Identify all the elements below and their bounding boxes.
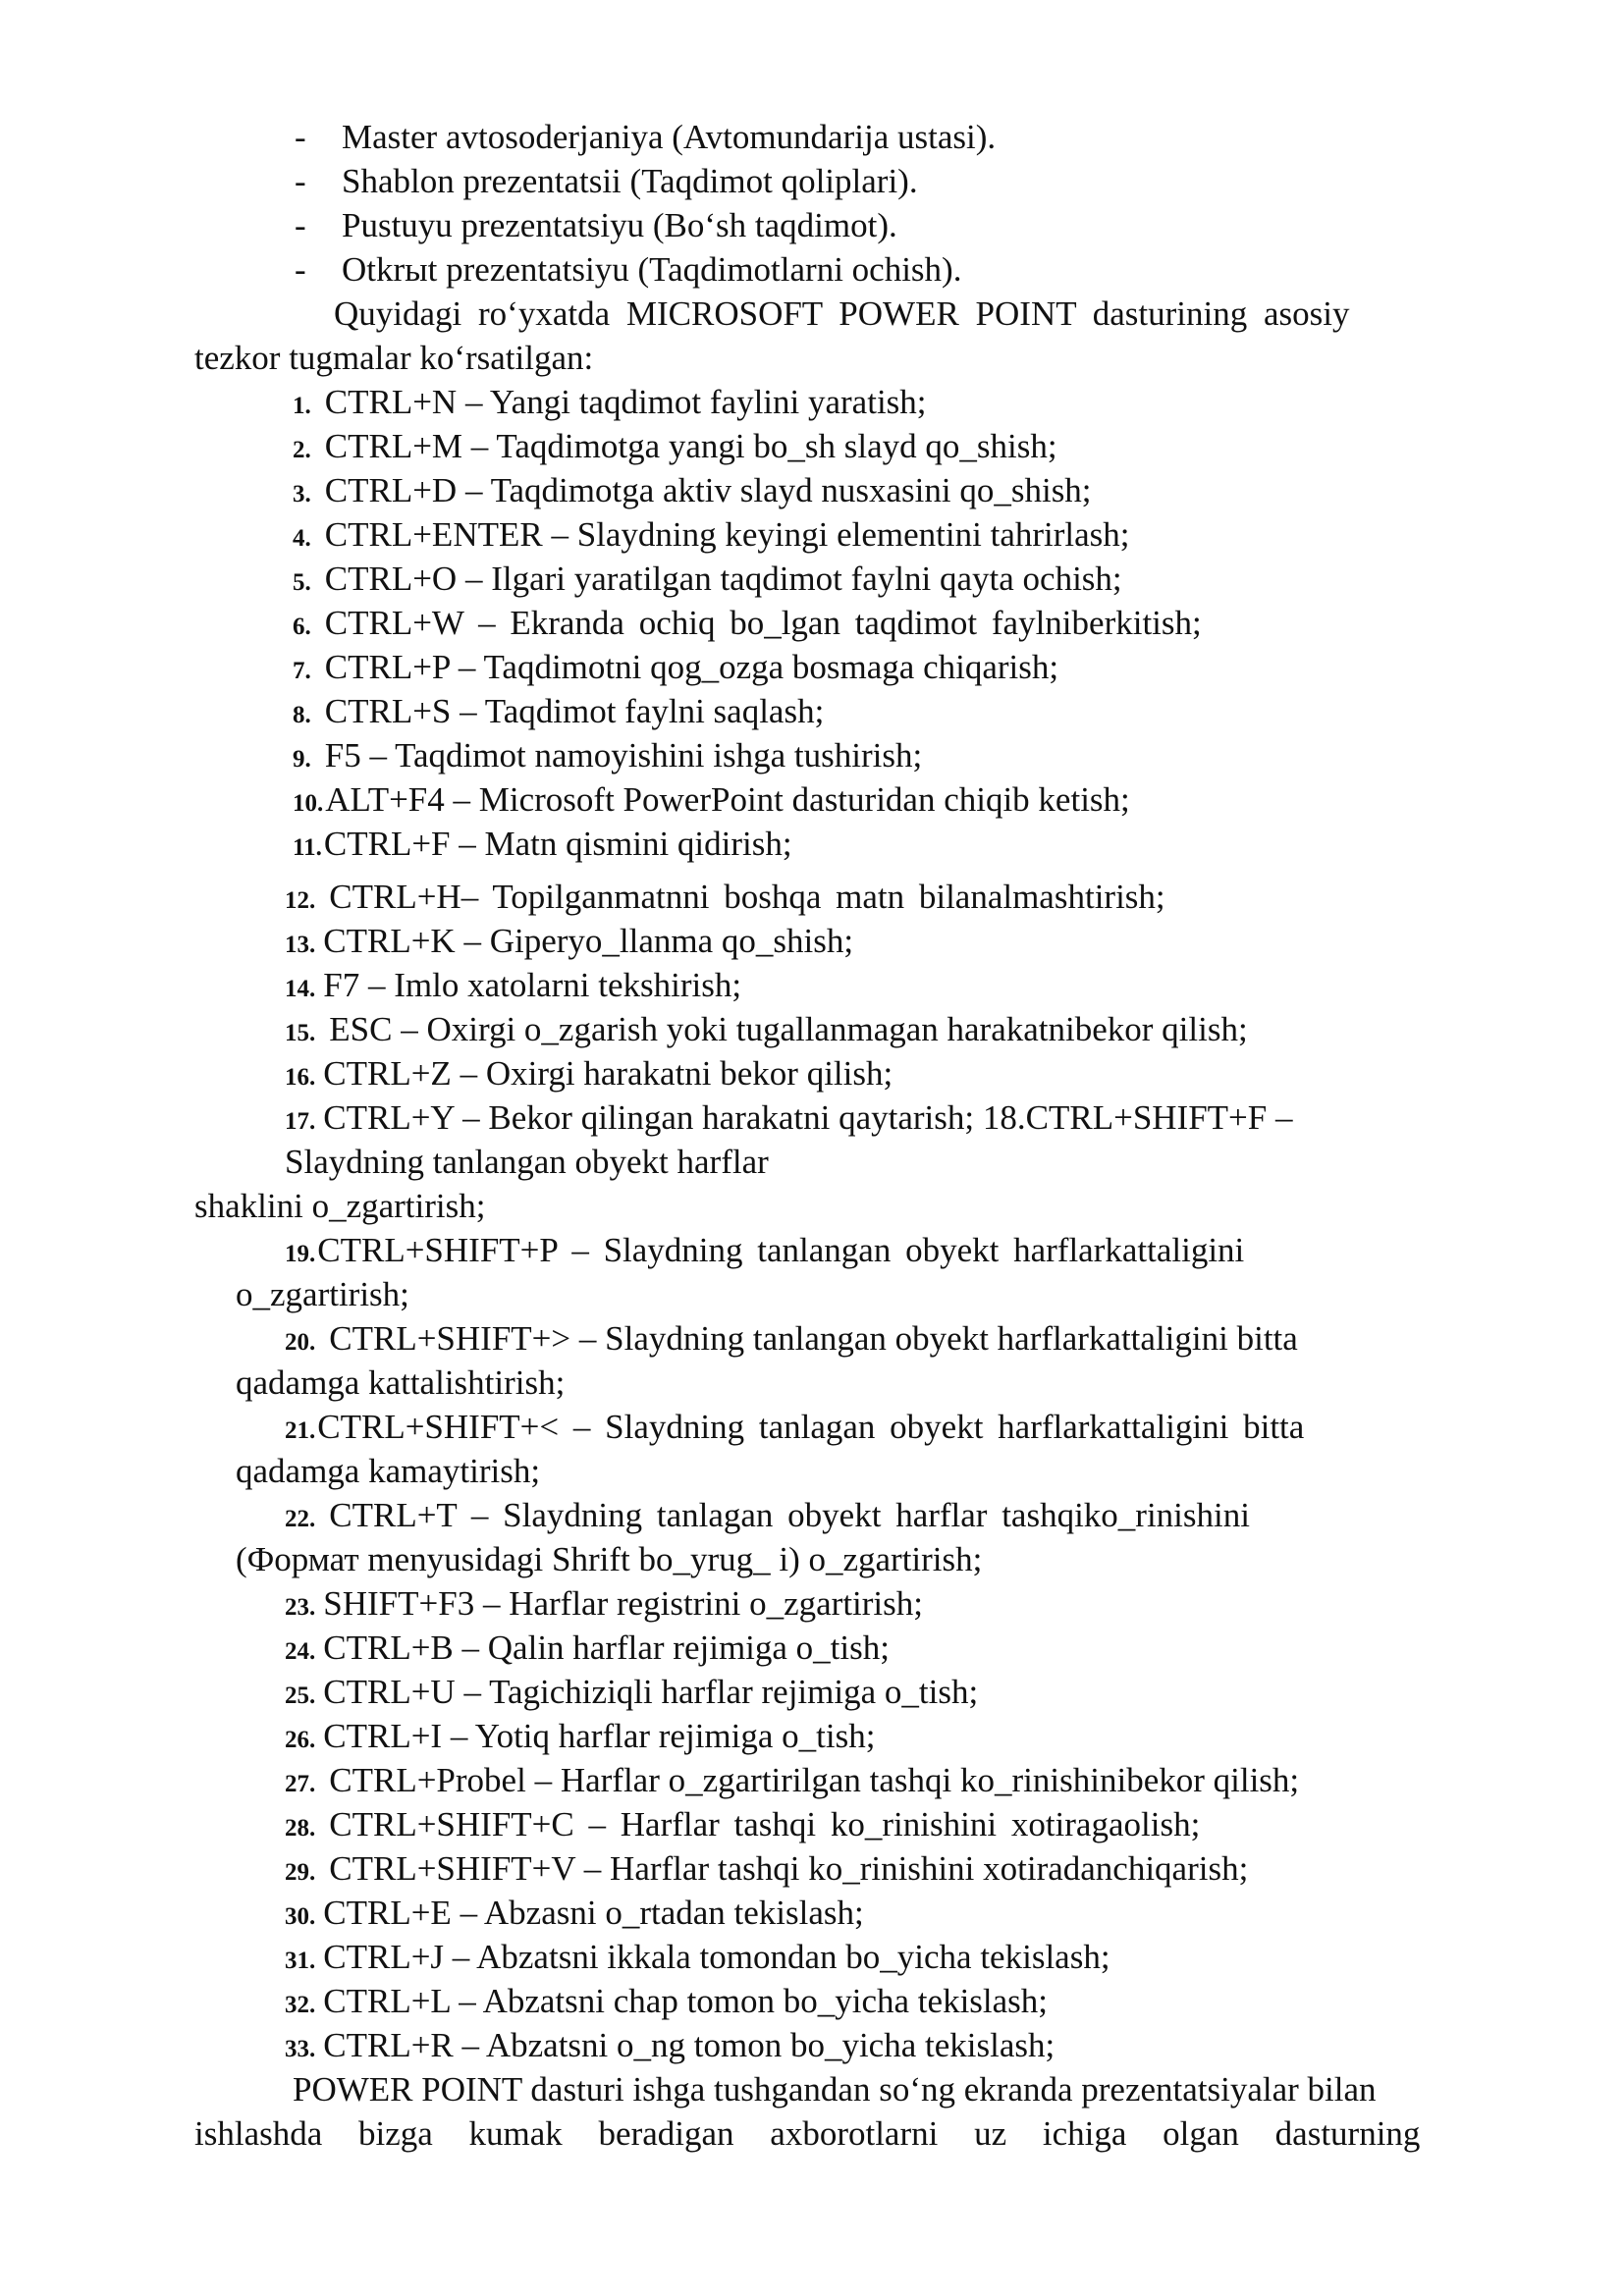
item-text: CTRL+B – Qalin harflar rejimiga o_tish; <box>323 1629 890 1667</box>
bullet-text: Master avtosoderjaniya (Avtomundarija ustasi). <box>342 118 997 156</box>
list-item-continuation: (Формат menyusidagi Shrift bo_yrug_ i) o_zgartirish; <box>236 1540 983 1578</box>
list-item <box>285 1627 890 1674</box>
list-item-continuation: Slaydning tanlangan obyekt harflar <box>285 1143 769 1181</box>
item-text: F5 – Taqdimot namoyishini ishga tushirish; <box>324 736 923 774</box>
item-number: 31. <box>285 1948 316 1974</box>
bullet-marker: - <box>295 162 306 200</box>
list-item-continuation: shaklini o_zgartirish; <box>194 1187 486 1225</box>
item-text: CTRL+SHIFT+< – Slaydning tanlagan obyekt harflarkattaligini bitta <box>317 1408 1305 1446</box>
item-text: CTRL+SHIFT+P – Slaydning tanlangan obyekt harflarkattaligini <box>317 1231 1245 1269</box>
item-text: CTRL+Probel – Harflar o_zgartirilgan tashqi ko_rinishinibekor qilish; <box>329 1761 1300 1799</box>
item-number: 10. <box>293 790 324 817</box>
item-text: CTRL+W – Ekranda ochiq bo_lgan taqdimot faylniberkitish; <box>324 604 1202 642</box>
item-text: CTRL+H– Topilganmatnni boshqa matn bilanalmashtirish; <box>329 878 1165 916</box>
bullet-item <box>295 116 996 159</box>
item-text: CTRL+N – Yangi taqdimot faylini yaratish; <box>324 383 927 421</box>
item-number: 6. <box>293 614 311 640</box>
list-item <box>285 1317 1298 1364</box>
item-text: CTRL+T – Slaydning tanlagan obyekt harflar tashqiko_rinishini <box>329 1496 1250 1534</box>
bullet-text: Otkrыt prezentatsiyu (Taqdimotlarni ochish). <box>342 250 962 289</box>
list-item <box>293 425 1057 472</box>
item-number: 22. <box>285 1506 316 1532</box>
item-number: 1. <box>293 393 311 419</box>
item-text: CTRL+L – Abzatsni chap tomon bo_yicha tekislash; <box>323 1982 1049 2020</box>
item-number: 8. <box>293 702 311 728</box>
list-item <box>293 690 824 737</box>
item-text: CTRL+K – Giperyo_llanma qo_shish; <box>323 922 854 960</box>
list-item <box>285 1759 1299 1806</box>
item-text: CTRL+Z – Oxirgi harakatni bekor qilish; <box>323 1054 893 1093</box>
item-number: 2. <box>293 437 311 463</box>
list-item <box>285 920 853 967</box>
list-item <box>293 646 1058 693</box>
item-number: 15. <box>285 1020 316 1046</box>
item-number: 13. <box>285 932 316 958</box>
list-item-continuation: qadamga kattalishtirish; <box>236 1363 566 1402</box>
item-text: CTRL+D – Taqdimotga aktiv slayd nusxasini qo_shish; <box>324 471 1092 509</box>
bullet-marker: - <box>295 250 306 289</box>
list-item <box>293 778 1130 826</box>
item-number: 20. <box>285 1329 316 1356</box>
item-number: 28. <box>285 1815 316 1842</box>
item-number: 32. <box>285 1992 316 2018</box>
item-number: 4. <box>293 525 311 552</box>
list-item-continuation: o_zgartirish; <box>236 1275 409 1313</box>
item-number: 24. <box>285 1638 316 1665</box>
item-number: 21. <box>285 1417 316 1444</box>
item-text: CTRL+S – Taqdimot faylni saqlash; <box>324 692 825 730</box>
list-item-continuation: qadamga kamaytirish; <box>236 1452 541 1490</box>
list-item <box>285 1936 1110 1983</box>
item-number: 26. <box>285 1727 316 1753</box>
item-number: 11. <box>293 834 322 861</box>
bullet-marker: - <box>295 118 306 156</box>
intro-paragraph-line: Quyidagi ro‘yxatda MICROSOFT POWER POINT dasturining asosiy <box>334 294 1350 333</box>
item-text: CTRL+E – Abzasni o_rtadan tekislash; <box>323 1894 864 1932</box>
list-item <box>285 1803 1200 1850</box>
item-text: CTRL+F – Matn qismini qidirish; <box>323 825 792 863</box>
list-item <box>285 1229 1244 1276</box>
list-item <box>285 1582 923 1629</box>
list-item <box>285 1892 864 1939</box>
item-text: ESC – Oxirgi o_zgarish yoki tugallanmagan harakatnibekor qilish; <box>329 1010 1248 1048</box>
item-number: 17. <box>285 1108 316 1135</box>
list-item <box>293 602 1202 649</box>
bullet-item <box>295 248 961 292</box>
item-text: CTRL+M – Taqdimotga yangi bo_sh slayd qo_shish; <box>324 427 1057 465</box>
item-number: 7. <box>293 658 311 684</box>
item-number: 29. <box>285 1859 316 1886</box>
item-text: CTRL+Y – Bekor qilingan harakatni qaytarish; 18.CTRL+SHIFT+F – <box>323 1098 1293 1137</box>
bullet-text: Shablon prezentatsii (Taqdimot qoliplari). <box>342 162 918 200</box>
item-number: 23. <box>285 1594 316 1621</box>
item-number: 30. <box>285 1903 316 1930</box>
bullet-item <box>295 204 897 247</box>
item-number: 5. <box>293 569 311 596</box>
list-item <box>285 1715 875 1762</box>
item-number: 12. <box>285 887 316 914</box>
item-text: CTRL+R – Abzatsni o_ng tomon bo_yicha tekislash; <box>323 2026 1056 2064</box>
closing-paragraph-line: POWER POINT dasturi ishga tushgandan so‘ng ekranda prezentatsiyalar bilan <box>293 2070 1377 2109</box>
list-item <box>293 823 792 870</box>
bullet-marker: - <box>295 206 306 244</box>
item-number: 33. <box>285 2036 316 2062</box>
item-number: 19. <box>285 1241 316 1267</box>
item-number: 25. <box>285 1682 316 1709</box>
list-item <box>285 1008 1248 1055</box>
item-text: CTRL+ENTER – Slaydning keyingi elementini tahrirlash; <box>324 515 1130 554</box>
list-item <box>285 1847 1248 1895</box>
item-text: CTRL+SHIFT+V – Harflar tashqi ko_rinishini xotiradanchiqarish; <box>329 1849 1249 1888</box>
list-item <box>285 1406 1304 1453</box>
item-text: CTRL+O – Ilgari yaratilgan taqdimot faylni qayta ochish; <box>324 560 1122 598</box>
item-text: ALT+F4 – Microsoft PowerPoint dasturidan chiqib ketish; <box>325 780 1130 819</box>
list-item <box>285 876 1165 923</box>
item-text: CTRL+SHIFT+> – Slaydning tanlangan obyekt harflarkattaligini bitta <box>329 1319 1298 1358</box>
item-text: CTRL+U – Tagichiziqli harflar rejimiga o_tish; <box>323 1673 979 1711</box>
item-text: CTRL+P – Taqdimotni qog_ozga bosmaga chiqarish; <box>324 648 1059 686</box>
item-number: 14. <box>285 976 316 1002</box>
bullet-item <box>295 160 918 203</box>
item-number: 27. <box>285 1771 316 1797</box>
item-text: CTRL+J – Abzatsni ikkala tomondan bo_yicha tekislash; <box>323 1938 1110 1976</box>
item-text: F7 – Imlo xatolarni tekshirish; <box>323 966 742 1004</box>
list-item <box>293 734 922 781</box>
item-number: 3. <box>293 481 311 507</box>
list-item <box>293 513 1130 561</box>
item-text: CTRL+SHIFT+C – Harflar tashqi ko_rinishini xotiragaolish; <box>329 1805 1201 1843</box>
list-item <box>285 1980 1048 2027</box>
list-item <box>285 1052 893 1099</box>
item-number: 16. <box>285 1064 316 1091</box>
list-item <box>285 1096 1293 1144</box>
list-item <box>285 1494 1250 1541</box>
bullet-text: Pustuyu prezentatsiyu (Bo‘sh taqdimot). <box>342 206 897 244</box>
list-item <box>285 2024 1055 2071</box>
item-number: 9. <box>293 746 311 773</box>
closing-paragraph-line: ishlashda bizga kumak beradigan axborotlarni uz ichiga olgan dasturning <box>194 2114 1421 2153</box>
list-item <box>293 558 1122 605</box>
item-text: SHIFT+F3 – Harflar registrini o_zgartirish; <box>323 1584 923 1623</box>
item-text: CTRL+I – Yotiq harflar rejimiga o_tish; <box>323 1717 876 1755</box>
list-item <box>293 381 927 428</box>
intro-paragraph-line: tezkor tugmalar ko‘rsatilgan: <box>194 339 594 377</box>
list-item <box>293 469 1092 516</box>
list-item <box>285 1671 978 1718</box>
list-item <box>285 964 741 1011</box>
